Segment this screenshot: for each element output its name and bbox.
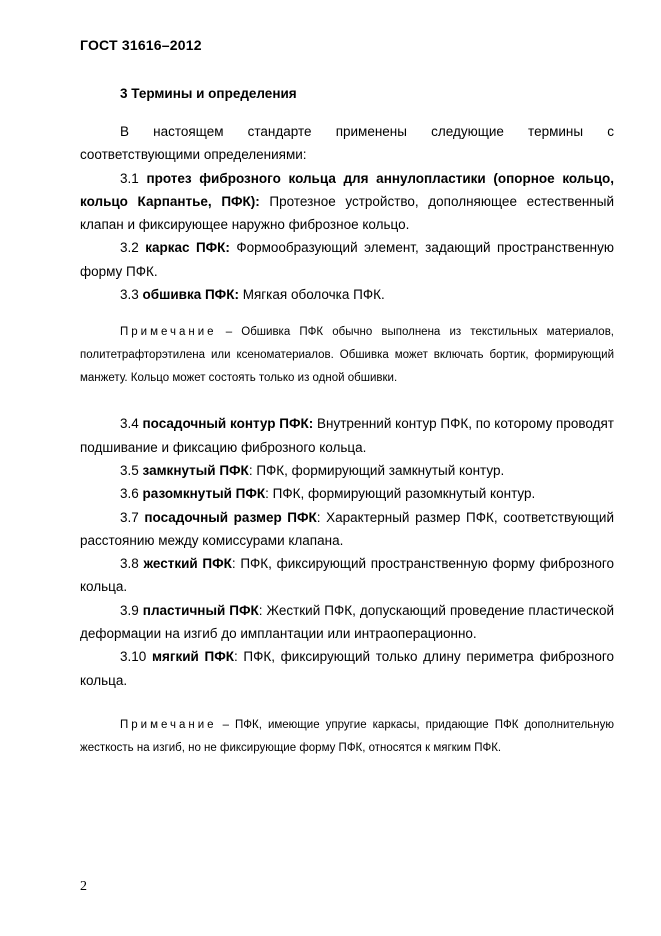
term-definition: Мягкая оболочка ПФК. — [238, 287, 385, 303]
term-definition: Формообразующий элемент, задающий пространственную форму ПФК. — [80, 240, 614, 279]
term-definition: : ПФК, формирующий замкнутый контур. — [248, 462, 505, 478]
note-2 — [80, 714, 614, 760]
intro-paragraph: В настоящем стандарте применены следующие термины с соответствующими определениями: — [80, 124, 614, 163]
term-3-6 — [80, 482, 614, 505]
note-label: Примечание — [120, 326, 217, 339]
note-label: Примечание — [120, 718, 217, 731]
term-name: посадочный контур ПФК: — [142, 416, 314, 432]
term-name: пластичный ПФК — [142, 602, 259, 618]
note-text: – ПФК, имеющие упругие каркасы, придающие ПФК дополнительную жесткость на изгиб, но не фиксирующие форму ПФК, относятся к мягким ПФК. — [80, 718, 614, 754]
term-definition: : ПФК, фиксирующий только длину периметра фиброзного кольца. — [80, 649, 614, 688]
term-number: 3.10 — [120, 649, 152, 665]
term-definition: : Характерный размер ПФК, соответствующий расстоянию между комиссурами клапана. — [80, 509, 614, 548]
term-definition: : Жесткий ПФК, допускающий проведение пластической деформации на изгиб до имплантации или интраоперационно. — [80, 602, 614, 642]
term-number: 3.3 — [120, 287, 143, 303]
term-definition: : ПФК, фиксирующий пространственную форму фиброзного кольца. — [80, 556, 614, 595]
term-number: 3.6 — [120, 486, 143, 502]
section-title: 3 Термины и определения — [120, 86, 297, 101]
term-number: 3.7 — [120, 509, 145, 525]
term-3-4 — [80, 412, 614, 459]
document-body — [80, 120, 614, 760]
term-name: посадочный размер ПФК — [144, 509, 317, 525]
term-name: протез фиброзного кольца для аннулопластики (опорное кольцо, кольцо Карпантье, ПФК): — [80, 170, 614, 209]
spacer — [80, 390, 614, 412]
term-name: мягкий ПФК — [151, 649, 234, 665]
term-3-2 — [80, 236, 614, 283]
term-3-1 — [80, 167, 614, 237]
term-number: 3.9 — [120, 602, 143, 618]
term-definition: Протезное устройство, дополняющее естественный клапан и фиксирующее наружно фиброзное кольцо. — [80, 193, 614, 233]
term-3-5 — [80, 459, 614, 482]
term-number: 3.2 — [120, 240, 146, 256]
term-name: замкнутый ПФК — [142, 462, 249, 478]
term-definition: Внутренний контур ПФК, по которому проводят подшивание и фиксацию фиброзного кольца. — [80, 416, 614, 455]
term-name: жесткий ПФК — [143, 556, 232, 572]
term-number: 3.1 — [120, 170, 147, 186]
term-number: 3.5 — [120, 462, 143, 478]
term-3-10 — [80, 645, 614, 692]
term-3-8 — [80, 552, 614, 599]
term-3-7 — [80, 506, 614, 553]
document-header: ГОСТ 31616–2012 — [80, 37, 202, 53]
term-name: разомкнутый ПФК — [142, 486, 266, 502]
term-name: обшивка ПФК: — [142, 287, 239, 303]
term-3-9 — [80, 599, 614, 646]
spacer — [80, 306, 614, 321]
spacer — [80, 692, 614, 714]
term-definition: : ПФК, формирующий разомкнутый контур. — [265, 486, 536, 502]
note-1 — [80, 321, 614, 390]
term-name: каркас ПФК: — [145, 240, 230, 256]
term-3-3 — [80, 283, 614, 306]
page-number: 2 — [80, 879, 87, 894]
note-text: – Обшивка ПФК обычно выполнена из текстильных материалов, политетрафторэтилена или ксеноматериалов. Обшивка может включать бортик, формирующий манжету. Кольцо может состоять только из одной обшивки. — [80, 326, 614, 385]
term-number: 3.4 — [120, 416, 143, 432]
term-number: 3.8 — [120, 556, 144, 572]
